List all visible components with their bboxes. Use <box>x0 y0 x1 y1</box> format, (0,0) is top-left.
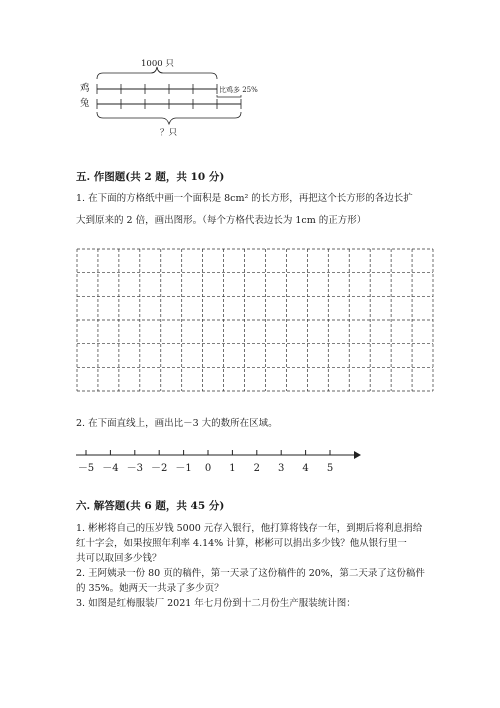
number-line-tick-label: 1 <box>229 463 236 474</box>
number-line-tick-label: －4 <box>102 463 119 474</box>
number-line-tick-label: －5 <box>77 463 95 474</box>
number-line-tick-label: －1 <box>175 463 192 474</box>
number-line-tick-label: －3 <box>126 463 143 474</box>
rabbit-label: 兔 <box>80 98 90 109</box>
s6-q1-line1: 1. 彬彬将自己的压岁钱 5000 元存入银行，他打算将钱存一年，到期后将利息捐给 <box>76 523 423 534</box>
chicken-label: 鸡 <box>80 83 90 94</box>
s5-q2: 2. 在下面直线上，画出比－3 大的数所在区域。 <box>76 418 278 429</box>
s6-q1-line3: 共可以取回多少钱？ <box>76 553 162 564</box>
number-line-tick-label: 3 <box>278 463 285 474</box>
question-label: ？只 <box>160 128 178 138</box>
s5-q1-line2: 大到原来的 2 倍，画出图形。（每个方格代表边长为 1cm 的正方形） <box>76 215 367 226</box>
bar-diagram-svg <box>0 0 500 150</box>
total-label: 1000 只 <box>141 59 174 69</box>
number-line-tick-label: 4 <box>302 463 309 474</box>
bottom-brace <box>97 112 241 124</box>
s5-q1-line1: 1. 在下面的方格纸中画一个面积是 8cm² 的长方形，再把这个长方形的各边长扩 <box>76 193 413 204</box>
number-line-tick-label: 5 <box>326 463 334 474</box>
s6-q2-line1: 2. 王阿姨录一份 80 页的稿件，第一天录了这份稿件的 20%，第二天录了这份稿件 <box>76 568 425 579</box>
s6-q2-line2: 的 35%。她两天一共录了多少页？ <box>76 583 224 594</box>
number-line-tick-label: 2 <box>253 463 260 474</box>
number-line-tick-label: 0 <box>204 463 212 474</box>
arrow-right-icon <box>354 451 361 459</box>
grid-paper[interactable] <box>76 248 434 392</box>
s6-q1-line2: 红十字会，如果按照年利率 4.14% 计算，彬彬可以捐出多少钱？他从银行里一 <box>76 538 407 549</box>
number-line-tick-label: －2 <box>151 463 168 474</box>
bar-diagram <box>0 0 500 150</box>
number-line[interactable] <box>70 447 370 479</box>
compare-label: 比鸡多 25% <box>219 86 258 94</box>
section5-heading: 五. 作图题(共 2 题，共 10 分) <box>76 171 225 183</box>
s6-q3: 3. 如图是红梅服装厂 2021 年七月份到十二月份生产服装统计图： <box>76 598 356 609</box>
section6-heading: 六. 解答题(共 6 题，共 45 分) <box>76 500 225 512</box>
